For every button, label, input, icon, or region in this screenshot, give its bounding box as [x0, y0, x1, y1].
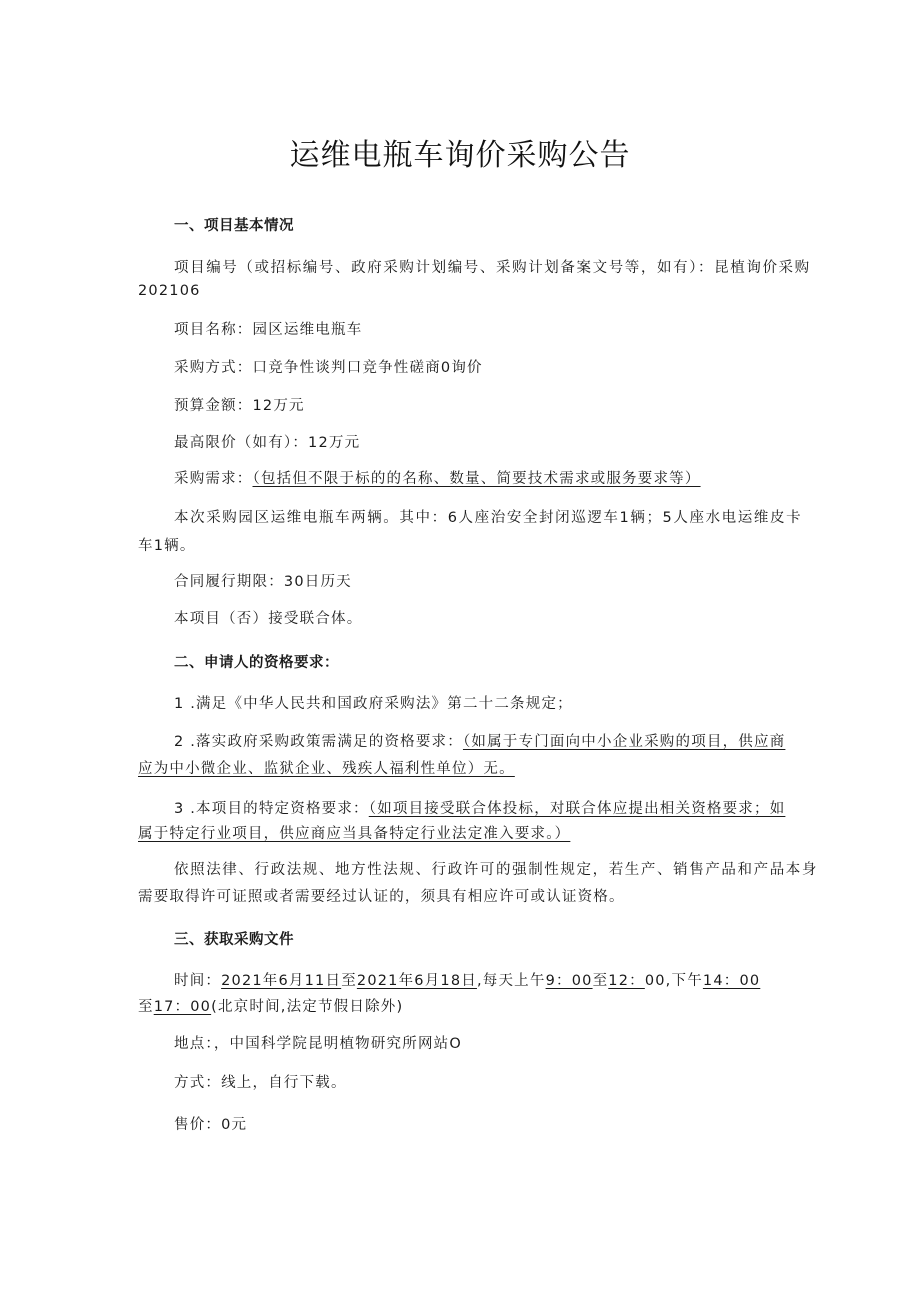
time-note: (北京时间,法定节假日除外)	[211, 999, 404, 1015]
time-line2-to: 至	[138, 999, 154, 1015]
am-to: 至	[592, 973, 609, 989]
requirement-2-label: 2 .落实政府采购政策需满足的资格要求：	[174, 734, 463, 750]
time-end: 2021年6月18日	[356, 973, 477, 989]
am-end: 12：	[608, 973, 645, 989]
time-label: 时间：	[174, 973, 222, 989]
budget-amount: 预算金额：12万元	[174, 398, 305, 414]
time-to: 至	[341, 973, 357, 989]
section2-heading: 二、申请人的资格要求：	[174, 655, 339, 671]
requirement-3-line1	[174, 797, 785, 818]
time-line1	[174, 969, 760, 990]
requirement-3-label: 3 .本项目的特定资格要求：	[174, 801, 369, 817]
pm-start: 14：00	[702, 973, 761, 989]
project-number-line1: 项目编号（或招标编号、政府采购计划编号、采购计划备案文号等，如有）：昆植询价采购	[174, 260, 811, 276]
demand-note: （包括但不限于标的的名称、数量、简要技术需求或服务要求等）	[252, 471, 701, 487]
contract-period: 合同履行期限：30日历天	[174, 574, 352, 590]
max-price: 最高限价（如有）：12万元	[174, 435, 361, 451]
section3-heading: 三、获取采购文件	[174, 932, 294, 948]
requirement-2-line2: 应为中小微企业、监狱企业、残疾人福利性单位）无。	[138, 761, 515, 777]
time-line2	[138, 995, 403, 1016]
requirement-2-line1	[174, 730, 785, 751]
am-start: 9：00	[545, 973, 593, 989]
pm-prefix: 00,下午	[644, 973, 703, 989]
requirement-2-note: （如属于专门面向中小企业采购的项目，供应商	[462, 734, 786, 750]
demand-description-line1: 本次采购园区运维电瓶车两辆。其中：6人座治安全封闭巡逻车1辆；5人座水电运维皮卡	[174, 510, 803, 526]
law-note-line2: 需要取得许可证照或者需要经过认证的，须具有相应许可或认证资格。	[138, 889, 625, 905]
time-start: 2021年6月11日	[221, 973, 342, 989]
project-name: 项目名称：园区运维电瓶车	[174, 322, 363, 338]
requirement-3-line2: 属于特定行业项目，供应商应当具备特定行业法定准入要求。）	[138, 826, 571, 842]
purchase-demand	[174, 467, 701, 488]
place: 地点：，中国科学院昆明植物研究所网站O	[174, 1036, 462, 1052]
consortium-note: 本项目（否）接受联合体。	[174, 611, 363, 627]
pm-end: 17：00	[153, 999, 212, 1015]
time-daily: ,每天上午	[476, 973, 546, 989]
section1-heading: 一、项目基本情况	[174, 218, 294, 234]
purchase-method: 采购方式：口竞争性谈判口竞争性磋商0询价	[174, 360, 483, 376]
demand-label: 采购需求：	[174, 471, 253, 487]
page-title: 运维电瓶车询价采购公告	[289, 138, 631, 173]
requirement-1: 1 .满足《中华人民共和国政府采购法》第二十二条规定；	[174, 696, 573, 712]
project-number-line2: 202106	[138, 283, 201, 299]
law-note-line1: 依照法律、行政法规、地方性法规、行政许可的强制性规定，若生产、销售产品和产品本身	[174, 862, 818, 878]
acquire-mode: 方式：线上，自行下载。	[174, 1075, 347, 1091]
demand-description-line2: 车1辆。	[138, 538, 196, 554]
sale-price: 售价：0元	[174, 1117, 248, 1133]
requirement-3-note: （如项目接受联合体投标，对联合体应提出相关资格要求；如	[368, 801, 786, 817]
